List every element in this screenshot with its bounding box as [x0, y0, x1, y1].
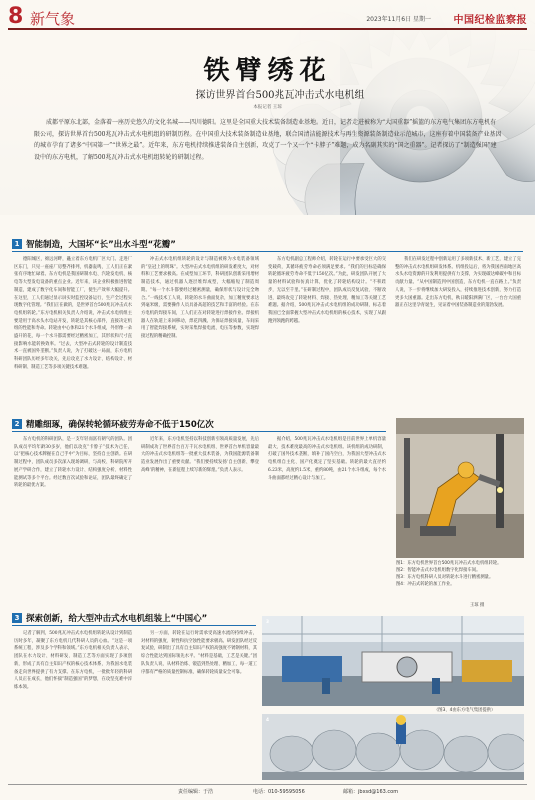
- article-lead: 成都平原东北部，金落着一座历史悠久的文化名城——四川德阳。这里是全国重大技术装备制造业基地。近日，记者走进被称为“大国重器”摇篮的东方电气集团东方电机有限公司，探访世界首台500兆瓦冲击式水电机组的研制历程。在中国重大技术装备制造业基地，联合国清洁能源技术与再生资源装备制造业示范城市，这座有着中国装备产业基因的城市孕育了诸多“中国第一”“世界之最”。近年来，东方电机持续推进装备自主创新，攻克了一个又一个“卡脖子”难题，成为名副其实的“国之重器”。记者探访了“制造强国”建设中的东方电机，了解500兆瓦冲击式水电机组转轮的研制过程。: [34, 119, 502, 161]
- column-8-text: 记者了解到，500兆瓦冲击式水电机组转轮从设计到制造历时多年，凝聚了东方电机几代科研人员的心血。“这是一项系统工程，涉及多个学科和领域。”东方电机相关负责人表示，团队在水力设计、材料研发、制造工艺等方面实现了多项创新，形成了具有自主知识产权的核心技术体系，为我国水电装备走向世界提供了有力支撑。在东方电机，一批批年轻的科研人员正在成长，他们怀揣“制造强国”的梦想，在攻坚克难中淬炼本领。: [14, 631, 132, 690]
- photo-credit-group: （图3、4由东方电气集团提供）: [434, 708, 496, 713]
- section-number-2: 2: [12, 419, 22, 429]
- article-column-8: [14, 630, 132, 780]
- column-1-text: 德阳城区，绵远河畔，矗立着东方电机厂区大门。走进厂区东门，只见一座座厂房整齐排列，机器轰鸣，工人们正在紧张有序地忙碌着。东方电机是我国研制水电、汽轮发电机、核电等大型发电设备的重点企业。近年来，该企业积极推进智能制造，建成了数字化车间和智能工厂，使生产效率大幅提升。在这里，工人们通过显示屏实时监控设备运行，生产全过程实现数字化管理。“我们正在做的，是世界首台500兆瓦冲击式水电机组转轮。”东方电机相关负责人介绍说，冲击式水电机组主要适用于高水头水电站开发，转轮是其核心部件，直接决定机组的性能和寿命。转轮由中心体和21个水斗组成，外形像一朵盛开的花，每一个水斗都需要经过精密加工，其形状和尺寸直接影响水能转换效率。“过去，大型冲击式转轮的设计制造技术一直被国外垄断。”负责人说，为了打破这一局面，东方电机科研团队历经多年攻关，先后攻克了水力设计、结构设计、材料研制、制造工艺等多项关键技术难题。: [14, 257, 132, 370]
- column-2-text: 冲击式水电机组转轮的设计与制造被称为水电装备领域的“皇冠上的明珠”。大型冲击式水电机组的研发难度大，对材料和工艺要求极高。在成型加工环节，科研团队创新采用增材制造技术，通过机器人逐层堆焊成型，大幅缩短了制造周期。“每一个水斗都要经过精密测量，确保形状与设计完全吻合。”一线技术工人说，转轮的水斗曲面复杂，加工精度要求达到毫米级，需要操作人员具备高超的技艺和丰富的经验。在东方电机的焊接车间，工人们正在对转轮进行焊接作业。焊接机器人在轨道上来回移动，焊花四溅。为保证焊接质量，车间采用了智能焊接系统，实时采集焊接电流、电压等参数，实现焊接过程的精确控制。: [141, 257, 259, 340]
- column-3-text: 东方电机副总工程师介绍，转轮在运行中要承受巨大的交变载荷，其循环疲劳寿命必须满足要求。“我们的目标是确保转轮循环疲劳寿命不低于150亿次。”为此，研发团队开展了大量的材料试验和仿真计算，优化了转轮结构设计。“不积跬步，无以至千里。”在研制过程中，团队成员反复试验、不断改进，最终攻克了转轮材料、焊接、热处理、精加工等关键工艺难题。据介绍，500兆瓦冲击式水电机组的成功研制，标志着我国已全面掌握大型冲击式水电机组的核心技术，实现了从跟跑到领跑的跨越。: [268, 257, 386, 324]
- article-subtitle: 探访世界首台500兆瓦冲击式水电机组: [195, 90, 365, 101]
- footer-phone: 电话：010-59595056: [253, 789, 305, 795]
- newspaper-name-logo: 中国纪检监察报: [453, 15, 527, 26]
- page-footer: [8, 784, 527, 797]
- article-column-5: [14, 436, 132, 608]
- photo-number-3: 3: [266, 620, 269, 625]
- section-title-3: 探索创新，给大型冲击式水电机组装上“中国心”: [26, 614, 208, 624]
- section-number-3: 3: [12, 613, 22, 623]
- page-number: 8: [8, 4, 24, 29]
- section-heading-3: [12, 612, 207, 624]
- column-4-text: 我们在研发过程中创新运用了多项新技术、新工艺，建立了完整的冲击式水电机组研发体系。机组投运后，将为我国西南地区高水头水电资源的开发利用提供有力支撑，为实现碳达峰碳中和目标贡献力量。“从中国制造到中国创造，东方电机一直在路上。”负责人说，下一步将继续加大研发投入，持续推进技术创新，努力打造更多大国重器。走出东方电机，秋日暖阳洒满厂区，一台台大国重器正在这里孕育诞生，见证着中国装备制造业的蓬勃发展。: [395, 257, 521, 309]
- issue-date: 2023年11月6日 星期一: [366, 16, 431, 23]
- column-7-text: 据介绍，500兆瓦冲击式水电机组是目前世界上单机容量最大、技术难度最高的冲击式水电机组。该机组的成功研制，打破了国外技术垄断，填补了国内空白，为我国大型冲击式水电机组自主化、国产化奠定了坚实基础。转轮的最大直径约6.23米，高度约1.5米，重约80吨，由21个水斗组成，每个水斗曲面都经过精心设计与加工。: [268, 437, 386, 481]
- article-column-9: [141, 630, 257, 780]
- article-column-4: [395, 256, 521, 410]
- article-column-3: [268, 256, 386, 410]
- article-column-2: [141, 256, 259, 410]
- section-rule-1: [12, 251, 523, 252]
- article-column-6: [141, 436, 259, 608]
- column-9-text: 另一方面，转轮在运行时需承受高速水流的持续冲击，对材料的强度、韧性和抗空蚀性能要求极高。研发团队经过反复试验，研制出了具有自主知识产权的高强度不锈钢材料，其综合性能达到国际领先水平。“材料是基础，工艺是关键。”团队负责人说，从材料冶炼、锻造到热处理、精加工，每一道工序都有严格的质量控制标准，确保转轮质量安全可靠。: [141, 631, 257, 675]
- section-heading-2: [12, 418, 214, 430]
- article-column-7: [268, 436, 386, 608]
- column-6-text: 近年来，东方电机坚持以科技创新引领高质量发展，先后研制成功了世界首台百万千瓦水电机组、世界首台单机容量最大的冲击式水电机组等一批重大技术装备，为我国能源装备制造业发展作出了重要贡献。“我们要持续发扬‘自主创新、攀登高峰’的精神，在新征程上续写新的辉煌。”负责人表示。: [141, 437, 259, 473]
- section-rule-3: [12, 625, 256, 626]
- section-title-2: 精雕细琢，确保转轮循环疲劳寿命不低于150亿次: [26, 420, 214, 430]
- section-number-1: 1: [12, 239, 22, 249]
- article-byline: 本报记者 王琼: [253, 105, 282, 110]
- section-rule-2: [12, 431, 386, 432]
- photo-number-4: 4: [266, 718, 269, 723]
- footer-editor: 责任编辑：于浩: [178, 789, 214, 795]
- photo-factory-workshop: [262, 616, 524, 706]
- section-name: 新气象: [30, 10, 76, 28]
- column-5-text: 东方电机的科研团队，是一支年轻而富有朝气的团队。团队成员平均年龄30多岁，他们以攻克“卡脖子”技术为己任，以“把核心技术牌握在自己手中”为目标，坚持自主创新。在研制过程中，团队成员多次深入现场调研，与高校、科研院所开展产学研合作，建立了转轮水力设计、结构强度分析、材料性能测试等多个平台。经过数百次试验和论证，团队最终确定了转轮的最优方案。: [14, 437, 132, 489]
- photo-captions: 图1：东方电机世界首台500兆瓦冲击式水电机组转轮。 图2：智能冲击式水电机组数字化焊接车间。 图3：东方电机科研人员对转轮水斗进行精密测量。 图4：冲击式转轮的加工作业。: [396, 561, 502, 587]
- article-title: 铁臂绣花: [203, 56, 332, 86]
- photo-caption-box: [396, 560, 524, 608]
- photo-runner-machining: [262, 714, 524, 780]
- photo-welding-robot: [396, 418, 524, 558]
- footer-email: 邮箱：jbxsd@163.com: [343, 789, 399, 795]
- page-header: [8, 6, 527, 30]
- article-column-1: [14, 256, 132, 410]
- section-title-1: 智能制造，大国坏“长”出水斗型“花瓣”: [26, 240, 176, 250]
- section-heading-1: [12, 238, 176, 250]
- photo-credit: 王琼 摄: [470, 603, 485, 608]
